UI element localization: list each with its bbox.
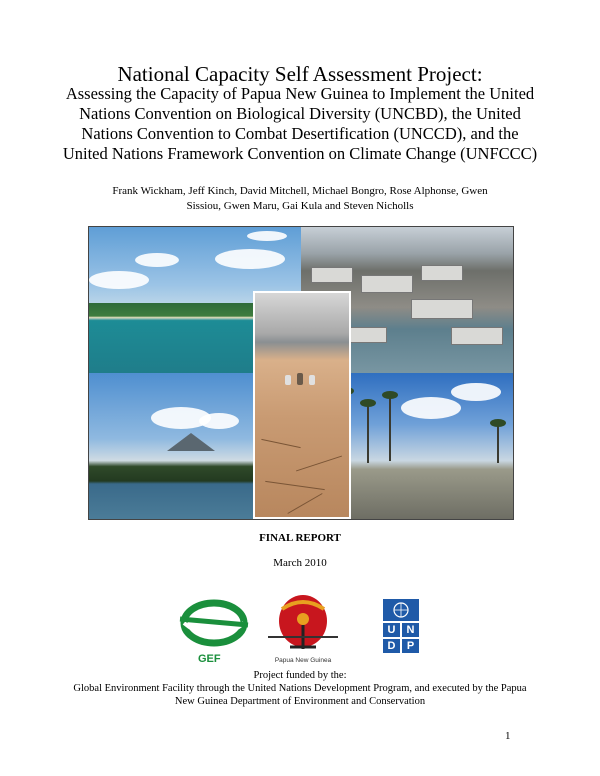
- bird-of-paradise-icon: [268, 593, 338, 659]
- undp-letter-n: N: [402, 623, 419, 637]
- page-number: 1: [505, 730, 511, 742]
- undp-letter-d: D: [383, 639, 400, 653]
- png-logo-text: Papua New Guinea: [274, 657, 332, 664]
- funded-by-label: Project funded by the:: [253, 670, 347, 681]
- report-title-heading: National Capacity Self Assessment Project:: [117, 62, 483, 86]
- cover-photo-collage: [88, 226, 514, 520]
- un-emblem-icon: [383, 599, 419, 621]
- gef-logo-text: GEF: [198, 653, 221, 665]
- author-list: Frank Wickham, Jeff Kinch, David Mitchell, Michael Bongro, Rose Alphonse, Gwen Sissiou, Gwen Maru, Gai Kula and Steven Nicholls: [112, 185, 488, 212]
- final-report-label: FINAL REPORT: [259, 532, 341, 544]
- undp-letter-p: P: [402, 639, 419, 653]
- undp-logo: [383, 599, 419, 661]
- report-date: March 2010: [273, 557, 327, 569]
- gef-logo: [176, 593, 252, 669]
- funding-detail-text: Global Environment Facility through the United Nations Development Program, and executed by the Papua New Guinea Department of Environment and Conservation: [73, 683, 527, 707]
- logo-row: [176, 593, 426, 669]
- dry-riverbed-photo: [253, 291, 351, 519]
- png-emblem-logo: [268, 593, 338, 669]
- report-subtitle: Assessing the Capacity of Papua New Guinea to Implement the United Nations Convention on Biological Diversity (UNCBD), the United Nations Convention to Combat Desertification (UNCCD), and the United Nations Framework Convention on Climate Change (UNFCCC): [62, 84, 538, 163]
- undp-letter-u: U: [383, 623, 400, 637]
